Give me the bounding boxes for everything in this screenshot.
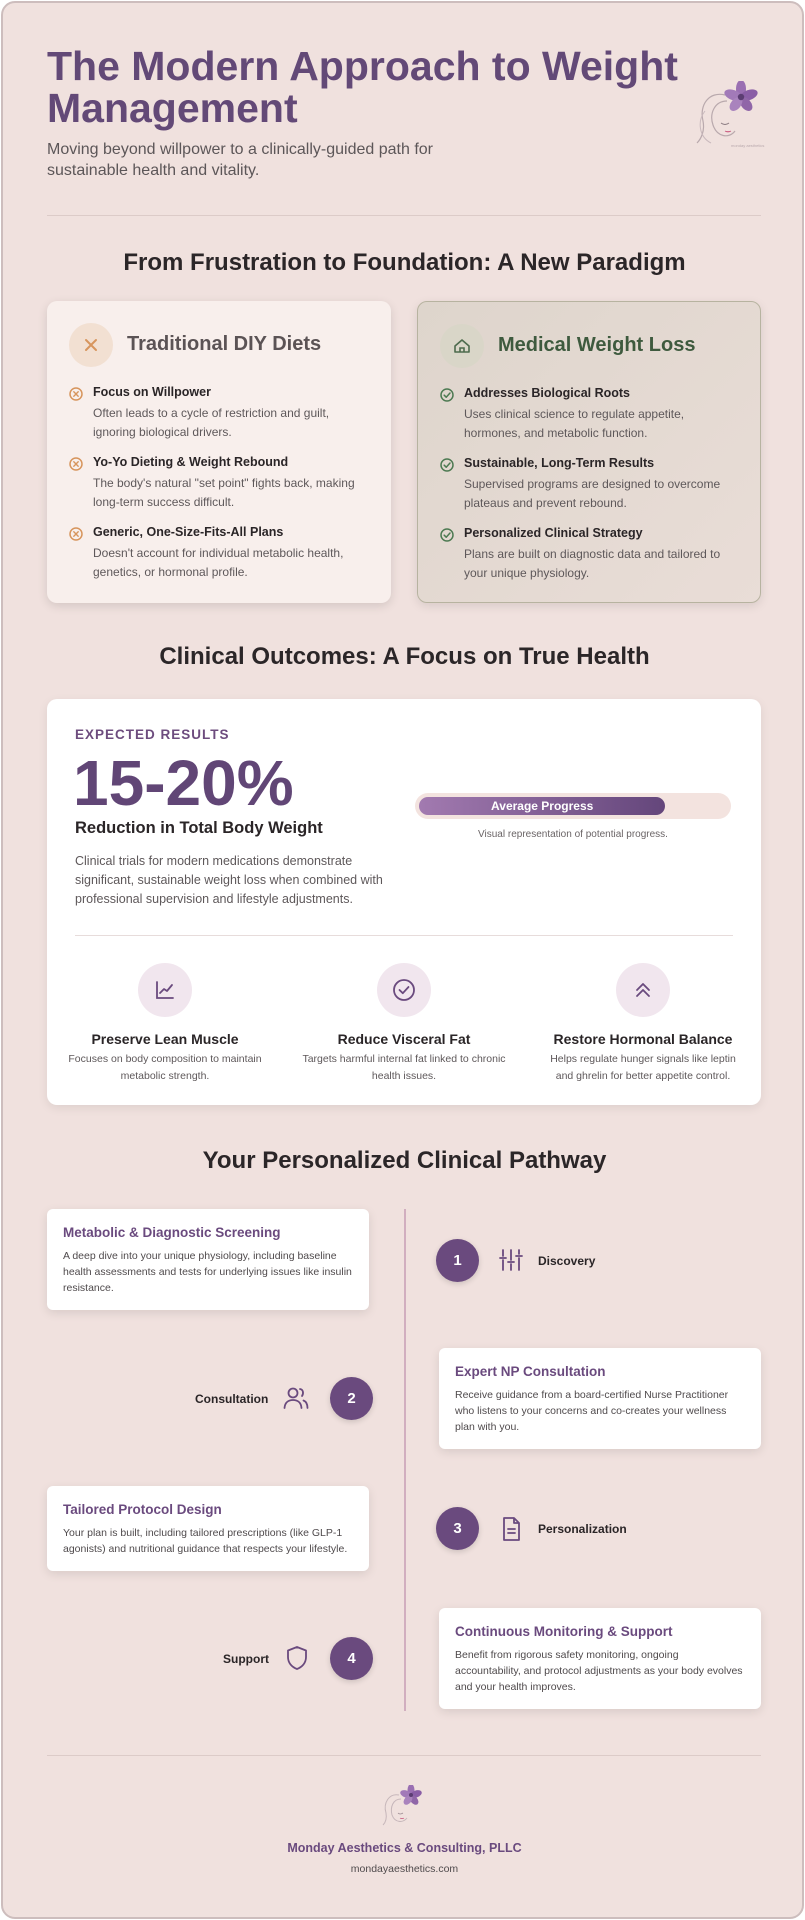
chart-line-icon <box>138 963 192 1017</box>
footer-website-link[interactable]: mondayaesthetics.com <box>350 1863 459 1875</box>
reduction-subtitle: Reduction in Total Body Weight <box>75 819 323 837</box>
check-circle-icon <box>440 458 454 472</box>
progress-label: Average Progress <box>491 799 594 813</box>
check-circle-icon <box>377 963 431 1017</box>
point-desc: Often leads to a cycle of restriction and guilt, ignoring biological drivers. <box>93 406 330 439</box>
point-title: Focus on Willpower <box>93 385 211 399</box>
benefit-desc: Focuses on body composition to maintain metabolic strength. <box>68 1053 262 1082</box>
step-label: Support <box>223 1652 269 1666</box>
divider <box>75 935 733 936</box>
svg-text:monday aesthetics: monday aesthetics <box>731 143 765 148</box>
check-circle-icon <box>440 388 454 402</box>
benefit-title: Restore Hormonal Balance <box>553 1031 733 1047</box>
footer-logo <box>379 1785 427 1829</box>
outcomes-card <box>47 699 761 1105</box>
timeline-line <box>404 1209 406 1711</box>
progress-caption: Visual representation of potential progress. <box>478 829 668 840</box>
check-circle-icon <box>440 528 454 542</box>
benefit-lean-muscle <box>55 963 275 1085</box>
diy-diets-card <box>47 301 391 603</box>
pathway-card-title: Expert NP Consultation <box>455 1364 606 1379</box>
pathway-card-desc: Receive guidance from a board-certified Nurse Practitioner who listens to your concerns and co-creates your wellness plan with you. <box>455 1389 729 1433</box>
step-number-4: 4 <box>330 1637 373 1680</box>
section-title-pathway: Your Personalized Clinical Pathway <box>202 1147 607 1174</box>
step-label: Discovery <box>538 1254 596 1268</box>
point-desc: Doesn't account for individual metabolic health, genetics, or hormonal profile. <box>93 546 344 579</box>
medical-card-title: Medical Weight Loss <box>498 334 696 356</box>
divider <box>47 215 761 216</box>
section-title-paradigm: From Frustration to Foundation: A New Paradigm <box>123 249 686 276</box>
step-number-2: 2 <box>330 1377 373 1420</box>
pathway-card-title: Continuous Monitoring & Support <box>455 1624 673 1639</box>
point-title: Personalized Clinical Strategy <box>464 526 643 540</box>
divider <box>47 1755 761 1756</box>
pathway-card-desc: Your plan is built, including tailored prescriptions (like GLP-1 agonists) and nutritional guidance that respects your lifestyle. <box>63 1527 348 1555</box>
document-icon <box>497 1515 525 1543</box>
point-title: Addresses Biological Roots <box>464 386 631 400</box>
weight-reduction-stat: 15-20% <box>73 747 294 819</box>
pathway-card-title: Metabolic & Diagnostic Screening <box>63 1225 281 1240</box>
point-title: Sustainable, Long-Term Results <box>464 456 655 470</box>
point-desc: The body's natural "set point" fights back, making long-term success difficult. <box>93 476 355 509</box>
point-desc: Plans are built on diagnostic data and tailored to your unique physiology. <box>464 547 721 580</box>
x-circle-icon <box>69 387 83 401</box>
step-label: Consultation <box>195 1392 269 1406</box>
clinical-description: Clinical trials for modern medications demonstrate significant, sustainable weight loss when combined with professional supervision and lifestyle adjustments. <box>75 854 383 906</box>
pathway-card-monitoring <box>439 1608 761 1709</box>
step-label: Personalization <box>538 1522 627 1536</box>
diy-card-title: Traditional DIY Diets <box>127 333 322 355</box>
benefit-hormonal-balance <box>533 963 753 1085</box>
brand-logo <box>691 81 767 151</box>
benefit-desc: Targets harmful internal fat linked to chronic health issues. <box>302 1053 506 1082</box>
step-number-3: 3 <box>436 1507 479 1550</box>
page-title: The Modern Approach to Weight Management <box>47 43 678 131</box>
expected-results-label: EXPECTED RESULTS <box>75 727 230 742</box>
page-subtitle: Moving beyond willpower to a clinically-guided path for sustainable health and vitality. <box>47 141 433 179</box>
users-icon <box>282 1384 310 1412</box>
benefit-desc: Helps regulate hunger signals like leptin and ghrelin for better appetite control. <box>550 1053 736 1082</box>
pathway-card-screening <box>47 1209 369 1310</box>
point-desc: Supervised programs are designed to overcome plateaus and prevent rebound. <box>464 477 721 510</box>
pathway-card-title: Tailored Protocol Design <box>63 1502 222 1517</box>
point-title: Generic, One-Size-Fits-All Plans <box>93 525 284 539</box>
step-number-1: 1 <box>436 1239 479 1282</box>
section-title-outcomes: Clinical Outcomes: A Focus on True Health <box>159 643 650 670</box>
x-circle-icon <box>69 457 83 471</box>
pathway-card-protocol <box>47 1486 369 1571</box>
benefit-title: Reduce Visceral Fat <box>337 1031 471 1047</box>
x-icon <box>69 323 113 367</box>
medical-weight-loss-card <box>417 301 761 603</box>
point-desc: Uses clinical science to regulate appetite, hormones, and metabolic function. <box>464 407 685 440</box>
benefit-visceral-fat <box>294 963 514 1085</box>
shield-icon <box>283 1644 311 1672</box>
pathway-card-desc: A deep dive into your unique physiology, including baseline health assessments and tests for underlying issues like insulin resistance. <box>63 1250 352 1294</box>
progress-fill <box>419 797 665 815</box>
pathway-card-consultation <box>439 1348 761 1449</box>
x-circle-icon <box>69 527 83 541</box>
progress-bar <box>415 793 731 819</box>
footer-company-name: Monday Aesthetics & Consulting, PLLC <box>287 1841 522 1855</box>
point-title: Yo-Yo Dieting & Weight Rebound <box>93 455 289 469</box>
benefit-title: Preserve Lean Muscle <box>91 1031 239 1047</box>
home-icon <box>440 324 484 368</box>
sliders-icon <box>497 1246 525 1274</box>
chevrons-up-icon <box>616 963 670 1017</box>
infographic-page <box>1 1 804 1919</box>
pathway-card-desc: Benefit from rigorous safety monitoring, ongoing accountability, and protocol adjustments as your body evolves and your health improves. <box>455 1649 743 1693</box>
